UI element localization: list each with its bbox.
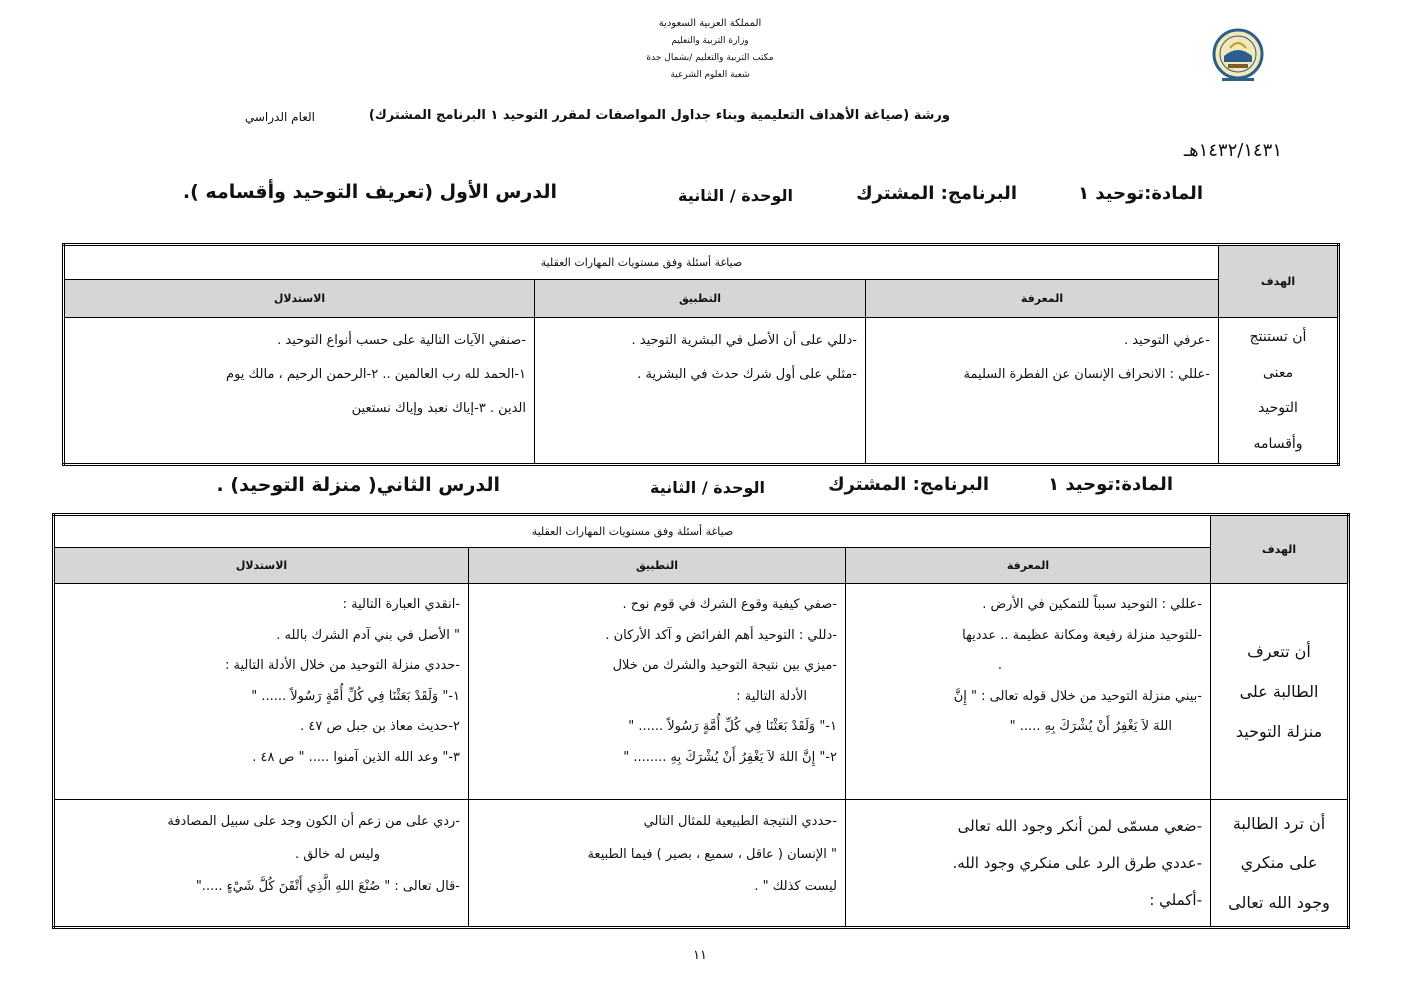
- goal-line: وجود الله تعالى: [1228, 892, 1330, 912]
- reasoning-cell: [54, 584, 469, 800]
- table-row: [54, 800, 1349, 928]
- ministry-line: مكتب التربية والتعليم /بشمال جدة: [646, 53, 774, 64]
- question-text: -صفي كيفية وقوع الشرك في قوم نوح .: [622, 597, 837, 612]
- question-text: -ضعي مسمّى لمن أنكر وجود الله تعالى: [957, 817, 1202, 835]
- column-header-knowledge: المعرفة: [866, 280, 1219, 318]
- application-cell: [469, 800, 846, 928]
- question-text: ٣-" وعد الله الذين آمنوا ..... " ص ٤٨ .: [252, 749, 460, 765]
- goal-header: الهدف: [1219, 245, 1339, 318]
- question-text: -حددي منزلة التوحيد من خلال الأدلة التالية :: [225, 658, 460, 674]
- column-header-reasoning: الاستدلال: [54, 548, 469, 584]
- question-text: -للتوحيد منزلة رفيعة ومكانة عظيمة .. عدديها: [962, 627, 1202, 643]
- column-header-application: التطبيق: [535, 280, 866, 318]
- question-text: اللهَ لاَ يَغْفِرُ أَنْ يُشْرَكَ بِهِ ..... ": [1009, 719, 1172, 735]
- knowledge-cell: [866, 318, 1219, 465]
- question-text: -صنفي الآيات التالية على حسب أنواع التوحيد .: [277, 333, 526, 348]
- question-text: الأدلة التالية :: [736, 688, 807, 704]
- question-text: -عللي : التوحيد سبباً للتمكين في الأرض .: [982, 597, 1202, 612]
- workshop-title: ورشة (صياغة الأهداف التعليمية وبناء جداول المواصفات لمقرر التوحيد ١ البرنامج المشترك): [368, 108, 950, 123]
- goal-line: التوحيد: [1258, 400, 1298, 417]
- application-cell: [535, 318, 866, 465]
- question-text: -دللي : التوحيد أهم الفرائض و آكد الأركان .: [605, 627, 837, 643]
- reasoning-cell: [64, 318, 535, 465]
- application-cell: [469, 584, 846, 800]
- goal-line: معنى: [1262, 364, 1294, 381]
- question-text: -انقدي العبارة التالية :: [342, 597, 460, 612]
- goal-cell: [1211, 800, 1349, 928]
- academic-year-label: العام الدراسي: [244, 110, 315, 124]
- goal-line: الطالبة على: [1239, 681, 1319, 701]
- question-text: ٢-حديث معاذ بن جبل ص ٤٧ .: [300, 719, 460, 735]
- question-text: ليست كذلك " .: [754, 879, 837, 894]
- question-text: -دللي على أن الأصل في البشرية التوحيد .: [631, 333, 857, 348]
- lesson2-title: الدرس الثاني( منزلة التوحيد) .: [216, 474, 500, 496]
- lesson2-specs-table: [52, 513, 1350, 929]
- lesson1-title: الدرس الأول (تعريف التوحيد وأقسامه ).: [182, 181, 557, 203]
- question-text: ١-الحمد لله رب العالمين .. ٢-الرحمن الرحيم ، مالك يوم: [226, 366, 526, 382]
- lesson2-program: البرنامج: المشترك: [828, 474, 989, 495]
- table-row: [54, 584, 1349, 800]
- column-header-knowledge: المعرفة: [846, 548, 1211, 584]
- question-text: -ميزي بين نتيجة التوحيد والشرك من خلال: [612, 658, 837, 674]
- goal-line: أن تستنتج: [1249, 329, 1307, 345]
- table-row: [64, 318, 1339, 465]
- goal-line: أن ترد الطالبة: [1232, 814, 1326, 834]
- question-text: -أكملي :: [1149, 890, 1202, 909]
- question-text: -ردي على من زعم أن الكون وجد على سبيل المصادفة: [167, 814, 460, 829]
- question-text: -مثلي على أول شرك حدث في البشرية .: [637, 366, 857, 382]
- question-text: وليس له خالق .: [295, 846, 380, 862]
- lesson1-unit: الوحدة / الثانية: [678, 186, 793, 205]
- goal-line: أن تتعرف: [1247, 641, 1311, 661]
- lesson1-program: البرنامج: المشترك: [856, 183, 1017, 204]
- question-text: -حددي النتيجة الطبيعية للمثال التالي: [643, 814, 837, 829]
- question-text: ١-" وَلَقَدْ بَعَثْنَا فِي كُلِّ أُمَّةٍ رَسُولاً ...... ": [628, 719, 837, 735]
- knowledge-cell: [846, 584, 1211, 800]
- lesson2-unit: الوحدة / الثانية: [650, 478, 765, 497]
- goal-header: الهدف: [1211, 515, 1349, 584]
- goal-cell: [1219, 318, 1339, 465]
- question-text: -عللي : الانحراف الإنسان عن الفطرة السليمة: [963, 366, 1210, 382]
- question-text: ١-" وَلَقَدْ بَعَثْنَا فِي كُلِّ أُمَّةٍ رَسُولاً ...... ": [251, 688, 460, 704]
- goal-line: منزلة التوحيد: [1235, 721, 1323, 741]
- question-text: الدين . ٣-إياك نعبد وإياك نستعين: [351, 400, 526, 416]
- question-text: ٢-" إِنَّ اللهَ لاَ يَغْفِرُ أَنْ يُشْرَكَ بِهِ ........ ": [623, 749, 837, 765]
- ministry-line: شعبة العلوم الشرعية: [670, 70, 750, 81]
- ministry-logo: [1208, 26, 1268, 84]
- skills-span-header: صياغة أسئلة وفق مستويات المهارات العقلية: [64, 245, 1219, 280]
- academic-year: ١٤٣٢/١٤٣١هـ: [1183, 140, 1282, 161]
- knowledge-cell: [846, 800, 1211, 928]
- lesson2-subject: المادة:توحيد ١: [1048, 474, 1173, 495]
- goal-line: وأقسامه: [1253, 436, 1303, 453]
- column-header-reasoning: الاستدلال: [64, 280, 535, 318]
- question-text: -عددي طرق الرد على منكري وجود الله.: [952, 853, 1202, 872]
- reasoning-cell: [54, 800, 469, 928]
- column-header-application: التطبيق: [469, 548, 846, 584]
- question-text: -قال تعالى : " صُنْعَ اللهِ الَّذِي أَتْقَنَ كُلَّ شَيْءٍ .....": [195, 879, 460, 894]
- question-text: -بيني منزلة التوحيد من خلال قوله تعالى : " إِنَّ: [953, 688, 1202, 704]
- ministry-header: [560, 14, 860, 84]
- lesson1-subject: المادة:توحيد ١: [1078, 183, 1203, 204]
- page-number: ١١: [693, 948, 707, 963]
- question-text: " الأصل في بني آدم الشرك بالله .: [276, 627, 460, 643]
- question-text: .: [997, 658, 1002, 674]
- goal-cell: [1211, 584, 1349, 800]
- skills-span-header: صياغة أسئلة وفق مستويات المهارات العقلية: [54, 515, 1211, 548]
- question-text: " الإنسان ( عاقل ، سميع ، بصير ) فيما الطبيعة: [587, 846, 837, 862]
- ministry-line: وزارة التربية والتعليم: [671, 36, 749, 46]
- goal-line: على منكري: [1240, 853, 1318, 873]
- question-text: -عرفي التوحيد .: [1123, 333, 1210, 348]
- lesson1-specs-table: [62, 243, 1340, 466]
- ministry-line: المملكة العربية السعودية: [658, 18, 762, 29]
